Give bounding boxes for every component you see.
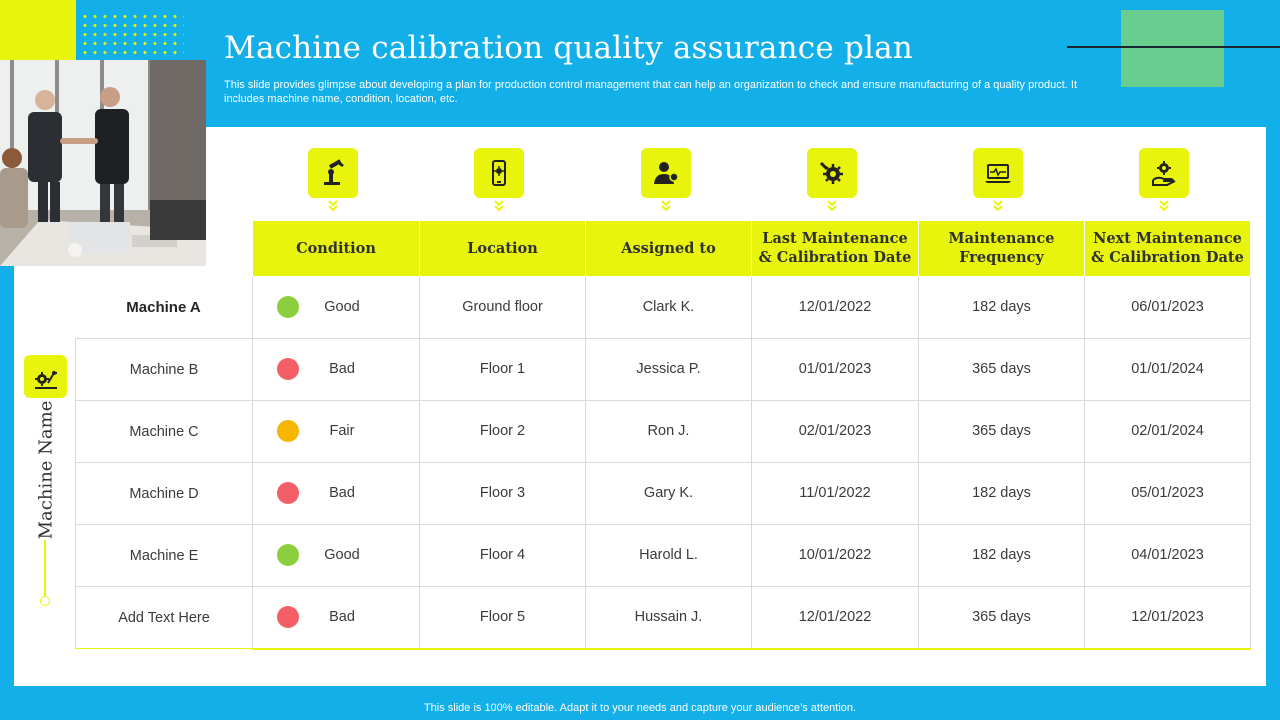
last-maintenance-cell: 12/01/2022 <box>752 586 919 648</box>
location-cell: Floor 3 <box>420 462 586 524</box>
condition-text: Bad <box>329 361 355 377</box>
condition-cell <box>253 338 420 400</box>
machine-name-cell: Machine A <box>75 277 252 339</box>
business-meeting-photo <box>0 60 206 266</box>
decorative-dot-grid <box>80 12 184 58</box>
condition-cell <box>253 276 420 338</box>
condition-text: Good <box>324 547 360 563</box>
decorative-vertical-line <box>44 540 46 598</box>
table-row <box>253 338 1251 400</box>
last-maintenance-cell: 11/01/2022 <box>752 462 919 524</box>
table-header-row <box>253 221 1251 276</box>
assigned-to-cell: Gary K. <box>586 462 752 524</box>
location-cell: Floor 5 <box>420 586 586 648</box>
chevron-down-icon <box>661 199 671 213</box>
frequency-cell: 365 days <box>919 400 1085 462</box>
yellow-corner-block <box>0 0 76 60</box>
next-maintenance-cell: 02/01/2024 <box>1085 400 1251 462</box>
user-settings-icon <box>641 148 691 198</box>
location-cell: Floor 4 <box>420 524 586 586</box>
assigned-to-cell: Harold L. <box>586 524 752 586</box>
column-header-last-maintenance: Last Maintenance & Calibration Date <box>752 221 919 276</box>
assigned-to-cell: Jessica P. <box>586 338 752 400</box>
footer-note: This slide is 100% editable. Adapt it to your needs and capture your audience’s attention. <box>423 702 857 714</box>
status-dot <box>277 296 299 318</box>
assigned-to-cell: Ron J. <box>586 400 752 462</box>
last-maintenance-cell: 12/01/2022 <box>752 276 919 338</box>
chevron-down-icon <box>328 199 338 213</box>
column-header-condition: Condition <box>253 221 420 276</box>
frequency-cell: 365 days <box>919 586 1085 648</box>
location-cell: Floor 2 <box>420 400 586 462</box>
table-row <box>253 586 1251 648</box>
next-maintenance-cell: 06/01/2023 <box>1085 276 1251 338</box>
machine-name-cell: Machine E <box>75 525 252 587</box>
condition-cell <box>253 462 420 524</box>
decorative-green-block <box>1121 10 1224 87</box>
next-maintenance-cell: 05/01/2023 <box>1085 462 1251 524</box>
chevron-down-icon <box>993 199 1003 213</box>
column-header-location: Location <box>420 221 586 276</box>
machine-name-cell: Machine D <box>75 463 252 525</box>
hand-gear-icon <box>1139 148 1189 198</box>
condition-cell <box>253 400 420 462</box>
machine-name-column <box>75 277 252 649</box>
condition-text: Bad <box>329 485 355 501</box>
last-maintenance-cell: 10/01/2022 <box>752 524 919 586</box>
table-row <box>253 462 1251 524</box>
machine-gear-icon <box>24 355 67 398</box>
table-row <box>253 524 1251 586</box>
robot-arm-icon <box>308 148 358 198</box>
table-row <box>253 276 1251 338</box>
chevron-down-icon <box>827 199 837 213</box>
table-row <box>253 400 1251 462</box>
frequency-cell: 182 days <box>919 276 1085 338</box>
last-maintenance-cell: 02/01/2023 <box>752 400 919 462</box>
machine-name-cell: Machine C <box>75 401 252 463</box>
status-dot <box>277 482 299 504</box>
chevron-down-icon <box>1159 199 1169 213</box>
frequency-cell: 182 days <box>919 462 1085 524</box>
location-cell: Floor 1 <box>420 338 586 400</box>
chevron-down-icon <box>494 199 504 213</box>
decorative-circle <box>40 596 50 606</box>
column-header-next-maintenance: Next Maintenance & Calibration Date <box>1085 221 1251 276</box>
frequency-cell: 182 days <box>919 524 1085 586</box>
phone-settings-icon <box>474 148 524 198</box>
status-dot <box>277 358 299 380</box>
machine-name-cell: Machine B <box>75 339 252 401</box>
location-cell: Ground floor <box>420 276 586 338</box>
wrench-gear-icon <box>807 148 857 198</box>
next-maintenance-cell: 12/01/2023 <box>1085 586 1251 648</box>
page-subtitle: This slide provides glimpse about developing a plan for production control management that can help an organization to check and ensure manufacturing of a quality product. It includes machine name, condition, location, etc. <box>224 79 1078 105</box>
calibration-table <box>252 221 1251 649</box>
column-header-maintenance-frequency: Maintenance Frequency <box>919 221 1085 276</box>
column-header-assigned-to: Assigned to <box>586 221 752 276</box>
condition-cell <box>253 586 420 648</box>
table-bottom-border <box>252 648 1251 650</box>
machine-name-cell: Add Text Here <box>75 587 252 649</box>
status-dot <box>277 420 299 442</box>
condition-cell <box>253 524 420 586</box>
laptop-pulse-icon <box>973 148 1023 198</box>
frequency-cell: 365 days <box>919 338 1085 400</box>
page-title: Machine calibration quality assurance plan <box>224 30 913 66</box>
assigned-to-cell: Clark K. <box>586 276 752 338</box>
condition-text: Good <box>324 299 360 315</box>
next-maintenance-cell: 01/01/2024 <box>1085 338 1251 400</box>
status-dot <box>277 606 299 628</box>
condition-text: Fair <box>329 423 355 439</box>
assigned-to-cell: Hussain J. <box>586 586 752 648</box>
next-maintenance-cell: 04/01/2023 <box>1085 524 1251 586</box>
status-dot <box>277 544 299 566</box>
decorative-line <box>1067 46 1280 48</box>
condition-text: Bad <box>329 609 355 625</box>
last-maintenance-cell: 01/01/2023 <box>752 338 919 400</box>
machine-name-side-label: Machine Name <box>35 400 57 540</box>
